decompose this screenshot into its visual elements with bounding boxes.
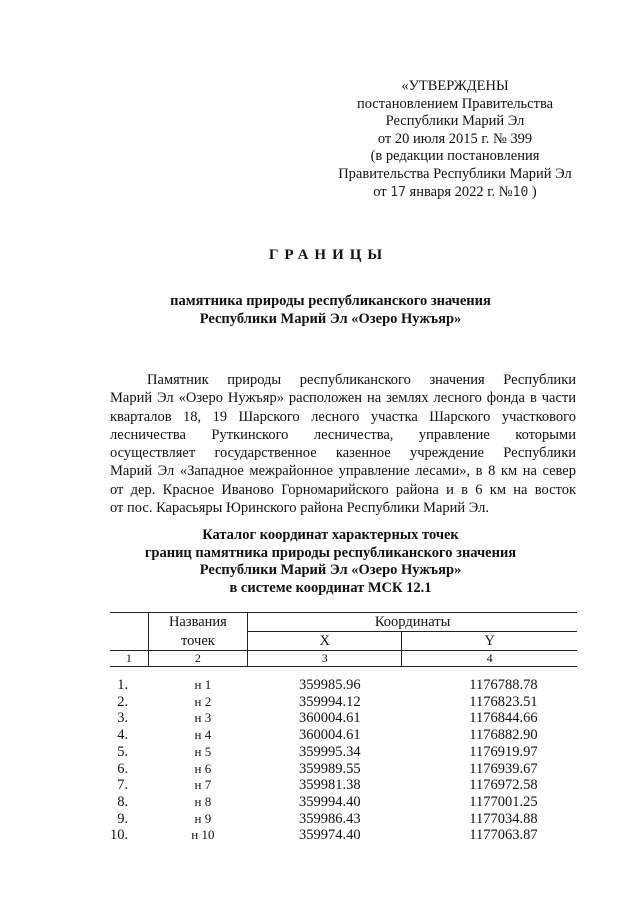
coord-x: 359995.34: [298, 743, 361, 760]
coord-x: 360004.61: [298, 710, 361, 727]
coord-x: 359985.96: [298, 677, 361, 693]
coord-x: 360004.61: [298, 727, 361, 744]
column-number-4: 4: [402, 651, 577, 667]
paragraph-line: от дер. Красное Иваново Горномарийского района и в 6 км на восток: [110, 481, 576, 498]
coord-y: 1176919.97: [469, 743, 538, 760]
coord-x: 359986.43: [298, 810, 361, 827]
approval-line: (в редакции постановления: [370, 148, 540, 165]
table-row: [110, 827, 577, 844]
coord-y: 1176788.78: [469, 677, 538, 693]
point-name: н 5: [194, 743, 212, 759]
approval-block: [320, 78, 590, 201]
description-paragraph: [110, 371, 576, 517]
approval-number-handwritten: 10: [512, 184, 529, 200]
approval-line: Правительства Республики Марий Эл: [338, 165, 572, 182]
column-number-1: 1: [110, 651, 148, 667]
approval-day-handwritten: 17: [390, 184, 406, 200]
paragraph-line: Марий Эл «Западное межрайонное управление лесами», в 8 км на север: [110, 463, 576, 480]
document-subtitle: [0, 292, 639, 328]
column-number-3: 3: [248, 651, 402, 667]
row-index: 10.: [110, 827, 129, 844]
coord-y: 1176823.51: [469, 693, 538, 710]
paragraph-line: Памятник природы республиканского значения Республики: [147, 372, 576, 388]
approval-date-line: [320, 184, 590, 202]
table-row: [110, 744, 577, 761]
coord-y: 1176939.67: [469, 760, 538, 777]
row-index: 9.: [117, 810, 129, 827]
coord-y: 1177034.88: [469, 810, 538, 827]
coord-x: 359994.40: [298, 793, 361, 810]
header-empty-cell: [110, 613, 148, 632]
coord-y: 1176882.90: [469, 727, 538, 744]
point-name: н 6: [194, 760, 212, 776]
table-row: [110, 794, 577, 811]
coordinates-table: [110, 612, 577, 844]
row-index: 5.: [117, 743, 129, 760]
catalog-title-line: границ памятника природы республиканского значения: [144, 544, 517, 561]
table-row: [110, 727, 577, 744]
approval-date-middle: января 2022 г. №: [409, 183, 513, 200]
coord-y: 1177001.25: [469, 793, 538, 810]
row-index: 4.: [117, 727, 129, 744]
point-name: н 9: [194, 810, 212, 826]
coord-x: 359989.55: [298, 760, 361, 777]
subtitle-line: Республики Марий Эл «Озеро Нужъяр»: [199, 311, 462, 327]
coord-x: 359994.12: [298, 693, 361, 710]
row-index: 2.: [117, 693, 129, 710]
approval-line: от 20 июля 2015 г. № 399: [377, 130, 533, 147]
coord-x: 359981.38: [298, 777, 361, 794]
table-row: [110, 761, 577, 778]
table-row: [110, 694, 577, 711]
header-x: X: [248, 632, 402, 651]
paragraph-line: осуществляет государственное казенное учреждение Республики: [110, 445, 576, 462]
header-names-line2: точек: [148, 632, 248, 651]
table-row: [110, 811, 577, 828]
subtitle-line: памятника природы республиканского значения: [170, 293, 491, 309]
catalog-title-line: Республики Марий Эл «Озеро Нужъяр»: [199, 562, 462, 579]
header-empty-cell: [110, 632, 148, 651]
paragraph-line: кварталов 18, 19 Шарского лесного участка Шарского участкового: [110, 408, 576, 425]
point-name: н 8: [194, 793, 212, 809]
point-name: н 2: [194, 693, 212, 709]
paragraph-line: лесничества Руткинского лесничества, управление которыми: [110, 426, 576, 443]
row-index: 1.: [117, 677, 129, 693]
approval-date-suffix: ): [531, 183, 537, 200]
paragraph-line: от пос. Карасьяры Юринского района Республики Марий Эл.: [110, 500, 489, 517]
table-row: [110, 777, 577, 794]
header-coordinates: Координаты: [248, 613, 577, 632]
point-name: н 7: [194, 777, 212, 793]
approval-line: постановлением Правительства: [356, 95, 554, 112]
column-number-2: 2: [148, 651, 248, 667]
approval-line: Республики Марий Эл: [385, 113, 525, 130]
coord-y: 1176844.66: [469, 710, 538, 727]
coord-y: 1176972.58: [469, 777, 538, 794]
row-index: 6.: [117, 760, 129, 777]
point-name: н 10: [191, 827, 215, 843]
point-name: н 3: [194, 710, 212, 726]
header-names-line1: Названия: [148, 613, 248, 632]
paragraph-line: Марий Эл «Озеро Нужъяр» расположен на землях лесного фонда в части: [110, 390, 576, 407]
row-index: 3.: [117, 710, 129, 727]
point-name: н 1: [194, 677, 212, 692]
row-index: 8.: [117, 793, 129, 810]
catalog-title-line: Каталог координат характерных точек: [202, 527, 459, 543]
document-title: ГРАНИЦЫ: [268, 247, 389, 263]
catalog-title: [0, 527, 639, 597]
table-row: [110, 710, 577, 727]
point-name: н 4: [194, 727, 212, 743]
table-row: [110, 667, 577, 694]
catalog-title-line: в системе координат МСК 12.1: [229, 579, 432, 596]
coord-x: 359974.40: [298, 827, 361, 844]
coord-y: 1177063.87: [469, 827, 538, 844]
approval-line: «УТВЕРЖДЕНЫ: [401, 78, 509, 94]
header-y: Y: [402, 632, 577, 651]
row-index: 7.: [117, 777, 129, 794]
approval-date-prefix: от: [373, 183, 387, 200]
